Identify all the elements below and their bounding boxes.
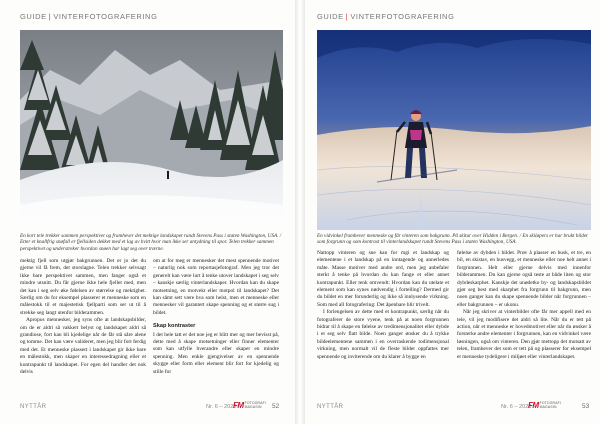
paragraph: I forlengelsen av dette med et kontrapunkt, særlig når du fotograferer de store vyene, tenk på at noen forgrunnen bidrar til å skape en følelse av tredimensjonalitet eller dybde i et seg selv flatt bilde. Noen ganger ønsker du å trykke bildeelementene sammen i en overraskende todimensjonal virkning, men normalt vil de fleste bilder oppfattes mer spennende og inviterende om du klarer å bygge en bbox=[317, 309, 449, 360]
page-left bbox=[0, 0, 295, 424]
paragraph: Nattopp vinteren og sne kan for mgi et landskap og elementene i et landskap på en inntagende og annerledes måte. Masse motiver med andre ord, men jeg anbefaler sterkt å tenke på hvordan du kan fange et eller annet kontrapunkt. Eller tenk omvendt: Hvordan kan du utelate et element som kan synes nødvendig i fortelling? Dermed gir du bildet en mer forunderlig og ikke så innlysende virkning. Som med all fotografering: Det åpenbare blir trivelt. bbox=[317, 250, 449, 308]
fm-logo bbox=[528, 401, 561, 410]
running-head-title: VINTERFOTOGRAFERING bbox=[350, 12, 455, 21]
page-number: 52 bbox=[272, 403, 280, 410]
paragraph: følelse av dybden i bildet. Prøv å plasser en busk, et tre, en bil, en skistav, en husvegg, et menneske eller noe helt annet i forgrunnen. Helt eller gjerne delvis med innenfor bilderammen. Du kan gjerne også teste at både liten og stor dybdeskarphet. Kanskje det unødetko by- og landskapsbildet gjør seg best med skarphet fra forgrunn til bakgrunn, men noen ganger kan du skape spennende bilder når forgrunnen – eller bakgrunnen – er ukonu. bbox=[457, 250, 591, 308]
paragraph: Apropos mennesker, jeg syns ofte at landskapsbilder, om de er aldri så vakkert belyst og landskapet aldri så grandiose, fort kan bli kjedelige når de får stå såre alene og tomme. Det kan være valideret, men jeg blir fort ferdig med det. Et menneske plassert i landskapet gir ikke bare en målestokk, men skaper en interessedragning eller et kontrapunkt til landskapet. For egen del handler det nok delvis bbox=[20, 317, 146, 376]
fm-logo-word: FOTOGRAFI bbox=[539, 400, 562, 405]
page-number: 53 bbox=[582, 403, 590, 410]
running-head-title: VINTERFOTOGRAFERING bbox=[53, 12, 158, 21]
body-column-1 bbox=[317, 250, 449, 361]
photo-snowy-mountain-forest-image bbox=[20, 30, 283, 230]
paragraph: Når jeg skriver at vinterbilder ofte får mer appell med en tele, vil jeg modifisere det aldri så lite. Når du er tett på action, når et menneske er hovedmotivet eller når du ønsker å forsterke andre elementer i forgrunnen, kan en vidvinkel være løsningen, også om vinteren. Den gjør mettopp det motsatt av telen, framhever det som er tett på og plasserer for eksempel et menneske tydeligere i miljøet eller vinterlandskapet. bbox=[457, 309, 591, 360]
photo-caption: En kort tele trekker sammen perspektivet og framhever det mektige landskapet rundt Stevens Pass i staten Washington, USA. / Etter et knallfrig snøfall er fjellsiden dekket med et lag av hvitt hvor man ikke ser antydning til spor. Telen trekker sammen perspektivet og understreker hvordan snøen har lagt seg over trærne. bbox=[20, 233, 282, 252]
photo-caption: En vidvinkel framhever menneske og får vinteren som bakgrunn. På skitur over Hidden i Bergen. / En skiløpers er har brukt bildet som forgrunn og som kontrast til vinterlandskapet rundt Stevens Pass i staten Washington, USA. bbox=[317, 233, 588, 246]
photo-skier-snowfield bbox=[317, 30, 591, 230]
fm-logo bbox=[233, 401, 266, 410]
photo-skier-snowfield-image bbox=[317, 30, 591, 230]
body-column-2 bbox=[153, 258, 279, 376]
paragraph: om at for meg er mennesker det mest spennende motivet – naturlig nok som reportasjefotograf. Men jeg tror det generelt kan være lurt å tenke utover landskapet i seg selv – kanskje særlig vinterlandskaper. Hvordan kan du skape motsetning, en motvekt eller motpol til landskapet? Det kan såmt sett være hva som helst, men et menneske eller mennesker vil garantert skape spenning og et større sug i bildet. bbox=[153, 258, 279, 316]
running-head: GUIDE | VINTERFOTOGRAFERING bbox=[20, 12, 158, 21]
page-right bbox=[305, 0, 600, 424]
fm-logo-word: MAGASIN bbox=[244, 404, 262, 409]
skier-figure-left bbox=[167, 171, 169, 179]
issue-number: Nr. 6 – 2023 bbox=[501, 404, 532, 410]
footer-section: NYTTÅR bbox=[20, 404, 47, 410]
spine-gutter bbox=[295, 0, 305, 424]
fm-logo-word: FOTOGRAFI bbox=[244, 400, 267, 405]
running-head: GUIDE | VINTERFOTOGRAFERING bbox=[317, 12, 455, 21]
running-head-section: GUIDE bbox=[317, 12, 344, 21]
paragraph: mektig fjell som utgjør bakgrunnen. Det er jo det du gjerne vil få frem, det storslagne. Telen trekker selvsagt ikke bare perspektivet sammen, men fanger også et mindre utsnitt. Du får gjerne ikke hele fjellet med, men det kan i seg selv øke følelsen av størrelse og mektighet. Særlig om du for eksempel plasserer et menneske som en målestokk til et majestetisk fjellparti som ser ut til å strekke seg langt utenfor bilderammen. bbox=[20, 258, 146, 316]
running-head-section: GUIDE bbox=[20, 12, 47, 21]
subheading: Skap kontraster bbox=[153, 323, 196, 330]
paragraph: I det hele tatt er det noe jeg er blitt mer og mer bevisst på, dette med å skape motsetninger eller finner elementer som kan utfylle hverandre eller skaper en mindre spenning. Men enkle gjengivelser av en spennende skygge eller form eller element blir fort for kjedelig og stille for bbox=[153, 331, 279, 375]
issue-number: Nr. 6 – 2023 bbox=[206, 404, 237, 410]
fm-logo-word: MAGASIN bbox=[539, 404, 557, 409]
footer-section: NYTTÅR bbox=[317, 404, 344, 410]
photo-snowy-mountain-forest bbox=[20, 30, 283, 230]
fm-logo-mark: FM bbox=[233, 401, 244, 410]
body-column-2 bbox=[457, 250, 591, 361]
fm-logo-mark: FM bbox=[528, 401, 539, 410]
body-column-1 bbox=[20, 258, 146, 377]
